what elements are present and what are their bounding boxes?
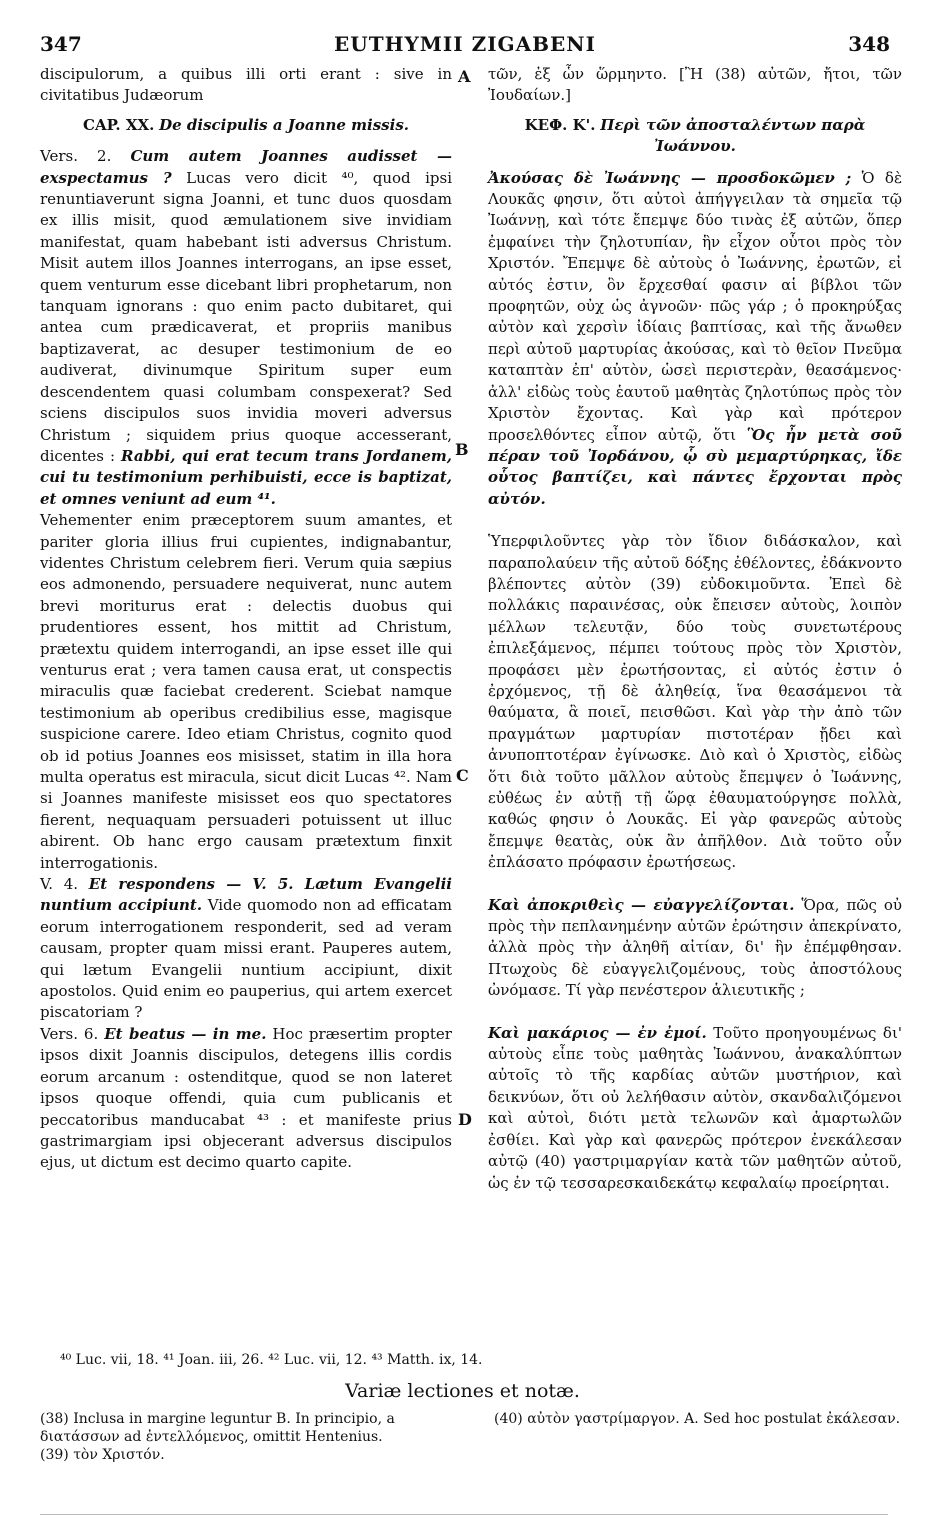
greek-verse-2-text: Ὁ δὲ Λουκᾶς φησιν, ὅτι αὐτοὶ ἀπήγγειλαν τὰ σημεῖα τῷ Ἰωάννῃ, καὶ τότε ἔπεμψε δύο τινὰς ἐξ αὐτῶν, ὅπερ ἐμφαίνει τὴν ζηλοτυπίαν, ἣν εἶχον οὗτοι πρὸς τὸν Χριστόν. Ἔπεμψε δὲ αὐτοὺς ὁ Ἰωάννης, ἐρωτῶν, εἰ αὐτός ἐστιν, ὃν ἔρχεσθαί φασιν αἱ βίβλοι τῶν προφητῶν, οὐχ ὡς ἀγνοῶν· πῶς γάρ ; ὁ προκηρύξας αὐτὸν καὶ χερσὶν ἰδίαις βαπτίσας, καὶ τῆς ἄνωθεν περὶ αὐτοῦ μαρτυρίας ἀκούσας, καὶ τὸ θεῖον Πνεῦμα καταπτὰν ἐπ' αὐτὸν, ὡσεὶ περιστερὰν, θεασάμενος· ἀλλ' εἰδὼς τοὺς ἑαυτοῦ μαθητὰς ζηλοτύπως πρὸς τὸν Χριστὸν ἔχοντας. Καὶ γὰρ καὶ πρότερον προσελθόντες εἶπον αὐτῷ, ὅτι [488, 168, 902, 444]
greek-verse-4-text: Ὅρα, πῶς οὐ πρὸς τὴν πεπλανημένην αὐτῶν ἐρώτησιν ἀπεκρίνατο, ἀλλὰ πρὸς τὴν ἀληθῆ αἰτίαν, δι' ἣν ἐπέμφθησαν. Πτωχοὺς δὲ εὐαγγελιζομένους, τοὺς ἀποστόλους ὠνόμασε. Τί γὰρ πενέστερον ἁλιευτικῆς ; [488, 895, 902, 1000]
greek-verse-4-lemma: Καὶ ἀποκριθεὶς — εὐαγγελίζονται. [488, 895, 795, 914]
latin-chapter-title: De discipulis a Joanne missis. [159, 115, 409, 134]
latin-intro: discipulorum, a quibus illi orti erant : sive in civitatibus Judæorum [40, 65, 452, 105]
variae-right [494, 1410, 904, 1428]
greek-verse-2-quote: Ὃς ἦν μετὰ σοῦ πέραν τοῦ Ἰορδάνου, ᾧ σὺ μεμαρτύρηκας, ἴδε οὗτος βαπτίζει, καὶ πάντες ἔρχονται πρὸς αὐτόν. [488, 425, 902, 508]
greek-paragraph-2: Ὑπερφιλοῦντες γὰρ τὸν ἴδιον διδάσκαλον, καὶ παραπολαύειν τῆς αὐτοῦ δόξης ἐθέλοντες, ἐδάκνοντο βλέποντες αὐτὸν (39) εὐδοκιμοῦντα. Ἐπεὶ δὲ πολλάκις παραινέσας, οὐκ ἔπεισεν αὐτοὺς, λοιπὸν μέλλων τελευτᾷν, δύο τοὺς συνετωτέρους ἐπιλεξάμενος, πέμπει τούτους πρὸς τὸν Χριστὸν, προφάσει μὲν ἐρωτήσοντας, εἰ αὐτός ἐστιν ὁ ἐρχόμενος, τῇ δὲ ἀληθείᾳ, ἵνα θεασάμενοι τὰ θαύματα, ἃ ποιεῖ, πεισθῶσι. Καὶ γὰρ τὴν ἀπὸ τῶν πραγμάτων μαρτυρίαν πιστοτέραν ᾔδει καὶ ἀνυποπτοτέραν ἐγίνωσκε. Διὸ καὶ ὁ Χριστὸς, εἰδὼς ὅτι διὰ τοῦτο μᾶλλον αὐτοὺς ἔπεμψεν ὁ Ἰωάννης, εὐθέως ἐν αὐτῇ τῇ ὥρᾳ ἐθαυματούργησε πολλὰ, καθώς φησιν ὁ Λουκᾶς. Εἰ γὰρ φανερῶς αὐτοὺς ἔπεμψε θεατὰς, οὐκ ἂν ἀπῆλθον. Διὰ τοῦτο οὖν ἐπλάσατο πρόφασιν ἐρωτήσεως. [488, 532, 902, 872]
latin-verse-4 [40, 874, 452, 1024]
latin-verse-6-ref: Vers. 6. [40, 1024, 99, 1043]
greek-column [488, 64, 902, 1194]
latin-verse-2-text: Lucas vero dicit ⁴⁰, quod ipsi renuntiaverunt signa Joanni, et tunc duos quosdam ex illis misit, quod æmulationem sive invidiam manifestat, quam habebant isti adversus Christum. Misit autem illos Joannes interrogans, an ipse esset, quem venturum esse dicebant libri prophetarum, non tanquam ignorans : quo enim pacto dubitaret, qui antea cum prædicaverat, et propriis manibus baptizaverat, ac desuper testimonium de eo audiverat, divinumque Spiritum super eum descendentem quasi columbam conspexerat? Sed sciens discipulos suos invidia moveri adversus Christum ; siquidem prius quoque accesserant, dicentes : [40, 168, 452, 465]
greek-verse-6-text: Τοῦτο προηγουμένως δι' αὐτοὺς εἶπε τοὺς μαθητὰς Ἰωάννου, ἀνακαλύπτων αὐτοῖς τὸ τῆς καρδίας αὐτῶν μυστήριον, καὶ δεικνύων, ὅτι οὐ λελήθασιν αὐτὸν, σκανδαλιζόμενοι καὶ αὐτοὶ, διότι μετὰ τελωνῶν καὶ ἁμαρτωλῶν ἐσθίει. Καὶ γὰρ καὶ φανερῶς πρότερον ἐνεκάλεσαν αὐτῷ (40) γαστριμαργίαν κατὰ τῶν μαθητῶν αὐτοῦ, ὡς ἐν τῷ τεσσαρεσκαιδεκάτῳ κεφαλαίῳ προείρηται. [488, 1023, 902, 1192]
latin-verse-4-ref: V. 4. [40, 875, 79, 894]
latin-verse-2-lemma: Cum autem Joannes audisset — exspectamus ? [40, 147, 452, 187]
variant-note-40: (40) αὐτὸν γαστρίμαργον. A. Sed hoc postulat ἐκάλεσαν. [494, 1411, 901, 1427]
greek-verse-2 [488, 168, 902, 511]
latin-verse-6-lemma: Et beatus — in me. [104, 1024, 267, 1043]
variae-left [40, 1410, 460, 1464]
footnote-references: ⁴⁰ Luc. vii, 18. ⁴¹ Joan. iii, 26. ⁴² Luc. vii, 12. ⁴³ Matth. ix, 14. [60, 1352, 483, 1368]
greek-verse-4 [488, 895, 902, 1002]
latin-verse-2-quote: Rabbi, qui erat tecum trans Jordanem, cui tu testimonium perhibuisti, ecce is baptizat, et omnes veniunt ad eum ⁴¹. [40, 446, 452, 508]
running-title: EUTHYMII ZIGABENI [334, 32, 596, 56]
variant-note-39: (39) τὸν Χριστόν. [40, 1447, 165, 1463]
latin-paragraph-2: Vehementer enim præceptorem suum amantes, et pariter gloria illius frui cupientes, indignabantur, videntes Christum celebrem fieri. Verum quia sæpius eos admonendo, persuadere nequiverat, nunc autem brevi moriturus erat : delectis duobus qui prudentiores essent, hos mittit ad Christum, prætextu quidem interrogandi, an ipse esset ille qui venturus erat ; vera tamen causa erat, ut conspectis miraculis quæ faciebat crederent. Sciebat namque testimonium ab operibus credibilius esse, magisque suspicione carere. Ideo etiam Christus, cognito quod ob id potius Joannes eos misisset, statim in illa hora multa operatus est miracula, sicut dicit Lucas ⁴². Nam si Joannes manifeste misisset eos quo spectatores fierent, nequaquam persuaderi potuissent ut illuc abirent. Ob hanc ergo causam prætextum finxit interrogationis. [40, 511, 452, 872]
greek-chapter-label: ΚΕΦ. Κ'. [524, 115, 596, 134]
bottom-rule [40, 1514, 888, 1515]
latin-column [40, 64, 452, 1174]
latin-verse-4-text: Vide quomodo non ad efficatam eorum interrogationem responderit, sed ad veram causam, propter quam missi erant. Pauperes autem, qui lætum Evangelii nuntium accipiunt, dixit apostolos. Quid enim eo pauperius, qui artem exercet piscatoriam ? [40, 896, 452, 1022]
margin-marker-b: B [455, 440, 469, 459]
latin-verse-4-lemma: Et respondens — V. 5. Lætum Evangelii nuntium accipiunt. [40, 875, 452, 915]
latin-chapter-label: CAP. XX. [83, 115, 155, 134]
greek-verse-6-lemma: Καὶ μακάριος — ἐν ἐμοί. [488, 1023, 707, 1042]
latin-verse-6-text: Hoc præsertim propter ipsos dixit Joannis discipulos, detegens illis cordis eorum arcanum : ostenditque, quod se non lateret ipsos quoque offendi, quia cum publicanis et peccatoribus manducabat ⁴³ : et manifeste prius gastrimargiam ipsi objecerant adversus discipulos ejus, ut dictum est decimo quarto capite. [40, 1024, 452, 1172]
greek-chapter-heading [488, 115, 902, 158]
latin-verse-2 [40, 146, 452, 510]
variant-note-38: (38) Inclusa in margine leguntur B. In principio, a διατάσσων ad ἐντελλόμενος, omittit Hentenius. [40, 1411, 395, 1445]
latin-chapter-heading [40, 115, 452, 136]
margin-marker-c: C [456, 766, 469, 785]
greek-verse-2-lemma: Ἀκούσας δὲ Ἰωάννης — προσδοκῶμεν ; [488, 168, 852, 187]
greek-intro: τῶν, ἐξ ὧν ὥρμηντο. [Ἢ (38) αὐτῶν, ἤτοι, τῶν Ἰουδαίων.] [488, 65, 902, 105]
page-number-right: 348 [848, 32, 890, 56]
greek-chapter-title: Περὶ τῶν ἀποσταλέντων παρὰ Ἰωάννου. [600, 115, 866, 156]
page-number-left: 347 [40, 32, 82, 56]
page-header [40, 20, 890, 60]
latin-verse-2-ref: Vers. 2. [40, 147, 112, 166]
margin-marker-a: A [458, 67, 471, 86]
greek-verse-6 [488, 1023, 902, 1194]
margin-marker-d: D [458, 1110, 472, 1129]
latin-verse-6 [40, 1024, 452, 1174]
variae-heading: Variæ lectiones et notæ. [345, 1380, 580, 1402]
